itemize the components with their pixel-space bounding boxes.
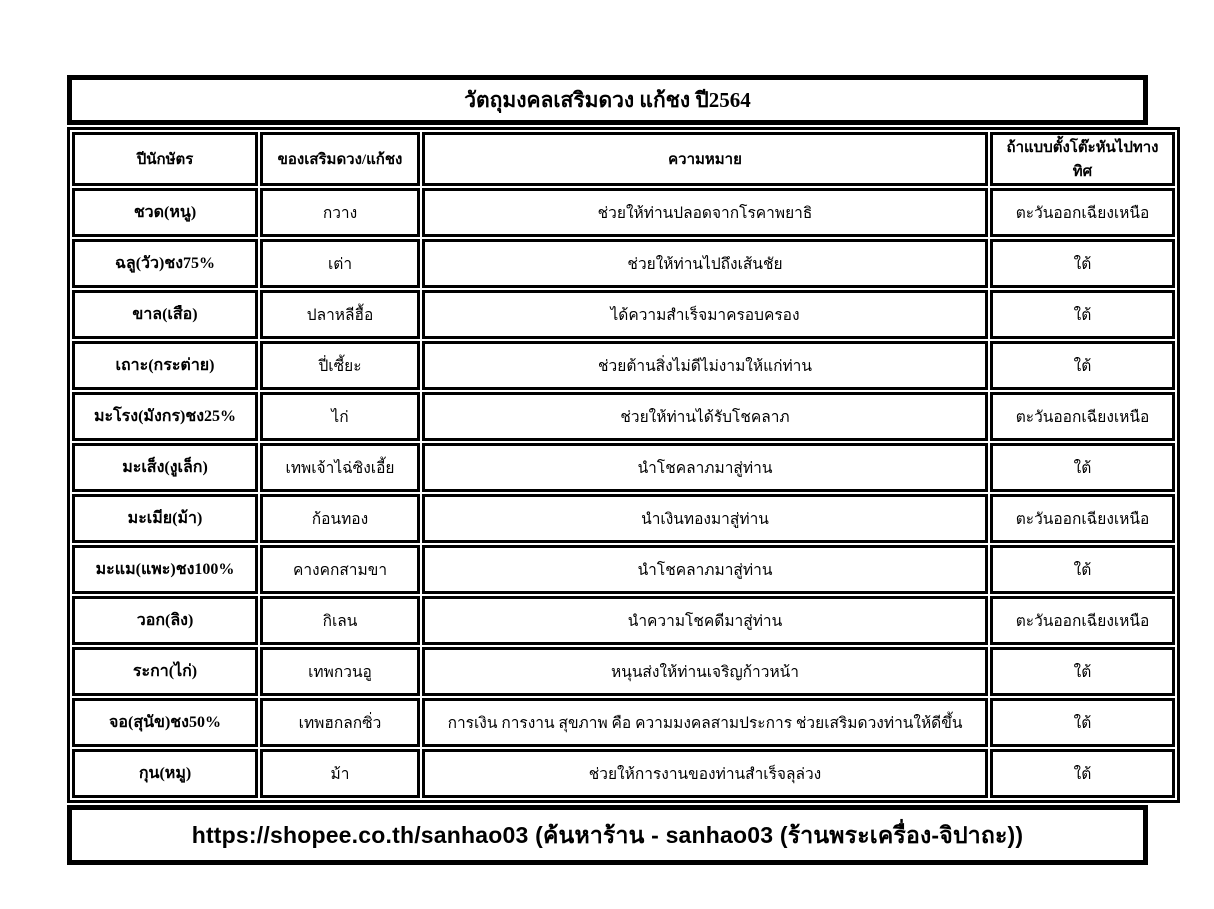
meaning-cell: ช่วยให้ท่านได้รับโชคลาภ — [422, 392, 988, 441]
zodiac-year-cell: มะแม(แพะ)ชง100% — [72, 545, 258, 594]
column-header-zodiac-year: ปีนักษัตร — [72, 132, 258, 186]
table-row — [72, 341, 1175, 390]
zodiac-year-cell: มะเมีย(ม้า) — [72, 494, 258, 543]
table-row — [72, 392, 1175, 441]
table-row — [72, 545, 1175, 594]
direction-cell: ใต้ — [990, 698, 1175, 747]
meaning-cell: ได้ความสำเร็จมาครอบครอง — [422, 290, 988, 339]
direction-cell: ใต้ — [990, 341, 1175, 390]
meaning-cell: ช่วยต้านสิ่งไม่ดีไม่งามให้แก่ท่าน — [422, 341, 988, 390]
lucky-item-cell: คางคกสามขา — [260, 545, 420, 594]
direction-cell: ใต้ — [990, 545, 1175, 594]
direction-cell: ใต้ — [990, 647, 1175, 696]
table-row — [72, 443, 1175, 492]
direction-cell: ใต้ — [990, 239, 1175, 288]
lucky-item-cell: เต่า — [260, 239, 420, 288]
lucky-item-cell: กวาง — [260, 188, 420, 237]
direction-cell: ใต้ — [990, 290, 1175, 339]
zodiac-year-cell: ระกา(ไก่) — [72, 647, 258, 696]
meaning-cell: ช่วยให้การงานของท่านสำเร็จลุล่วง — [422, 749, 988, 798]
table-title: วัตถุมงคลเสริมดวง แก้ชง ปี2564 — [67, 75, 1148, 125]
zodiac-year-cell: ชวด(หนู) — [72, 188, 258, 237]
direction-cell: ใต้ — [990, 749, 1175, 798]
header-row — [72, 132, 1175, 186]
lucky-item-cell: เทพเจ้าไฉ่ซิงเอี้ย — [260, 443, 420, 492]
meaning-cell: ช่วยให้ท่านไปถึงเส้นชัย — [422, 239, 988, 288]
column-header-meaning: ความหมาย — [422, 132, 988, 186]
meaning-cell: นำความโชคดีมาสู่ท่าน — [422, 596, 988, 645]
meaning-cell: นำโชคลาภมาสู่ท่าน — [422, 443, 988, 492]
table-row — [72, 749, 1175, 798]
zodiac-table-header — [72, 132, 1175, 186]
lucky-item-cell: ก้อนทอง — [260, 494, 420, 543]
meaning-cell: การเงิน การงาน สุขภาพ คือ ความมงคลสามประการ ช่วยเสริมดวงท่านให้ดีขึ้น — [422, 698, 988, 747]
table-row — [72, 698, 1175, 747]
zodiac-year-cell: ฉลู(วัว)ชง75% — [72, 239, 258, 288]
zodiac-year-cell: เถาะ(กระต่าย) — [72, 341, 258, 390]
lucky-item-cell: เทพกวนอู — [260, 647, 420, 696]
direction-cell: ใต้ — [990, 443, 1175, 492]
zodiac-year-cell: กุน(หมู) — [72, 749, 258, 798]
shop-url: https://shopee.co.th/sanhao03 (ค้นหาร้าน - sanhao03 (ร้านพระเครื่อง-จิปาถะ)) — [67, 805, 1148, 865]
table-row — [72, 494, 1175, 543]
direction-cell: ตะวันออกเฉียงเหนือ — [990, 596, 1175, 645]
table-row — [72, 647, 1175, 696]
direction-cell: ตะวันออกเฉียงเหนือ — [990, 392, 1175, 441]
document-sheet — [67, 75, 1159, 865]
meaning-cell: นำโชคลาภมาสู่ท่าน — [422, 545, 988, 594]
zodiac-year-cell: มะเส็ง(งูเล็ก) — [72, 443, 258, 492]
direction-cell: ตะวันออกเฉียงเหนือ — [990, 188, 1175, 237]
lucky-item-cell: ปี่เซี้ยะ — [260, 341, 420, 390]
zodiac-table-body — [72, 188, 1175, 798]
lucky-item-cell: ม้า — [260, 749, 420, 798]
direction-cell: ตะวันออกเฉียงเหนือ — [990, 494, 1175, 543]
meaning-cell: ช่วยให้ท่านปลอดจากโรคาพยาธิ — [422, 188, 988, 237]
zodiac-year-cell: จอ(สุนัข)ชง50% — [72, 698, 258, 747]
column-header-direction: ถ้าแบบตั้งโต๊ะหันไปทางทิศ — [990, 132, 1175, 186]
table-row — [72, 188, 1175, 237]
zodiac-year-cell: ขาล(เสือ) — [72, 290, 258, 339]
lucky-item-cell: ปลาหลีฮื้อ — [260, 290, 420, 339]
zodiac-year-cell: มะโรง(มังกร)ชง25% — [72, 392, 258, 441]
table-row — [72, 290, 1175, 339]
table-row — [72, 596, 1175, 645]
lucky-item-cell: เทพฮกลกซิ่ว — [260, 698, 420, 747]
table-row — [72, 239, 1175, 288]
meaning-cell: หนุนส่งให้ท่านเจริญก้าวหน้า — [422, 647, 988, 696]
column-header-lucky-item: ของเสริมดวง/แก้ชง — [260, 132, 420, 186]
zodiac-year-cell: วอก(ลิง) — [72, 596, 258, 645]
zodiac-table — [67, 127, 1180, 803]
meaning-cell: นำเงินทองมาสู่ท่าน — [422, 494, 988, 543]
lucky-item-cell: ไก่ — [260, 392, 420, 441]
lucky-item-cell: กิเลน — [260, 596, 420, 645]
